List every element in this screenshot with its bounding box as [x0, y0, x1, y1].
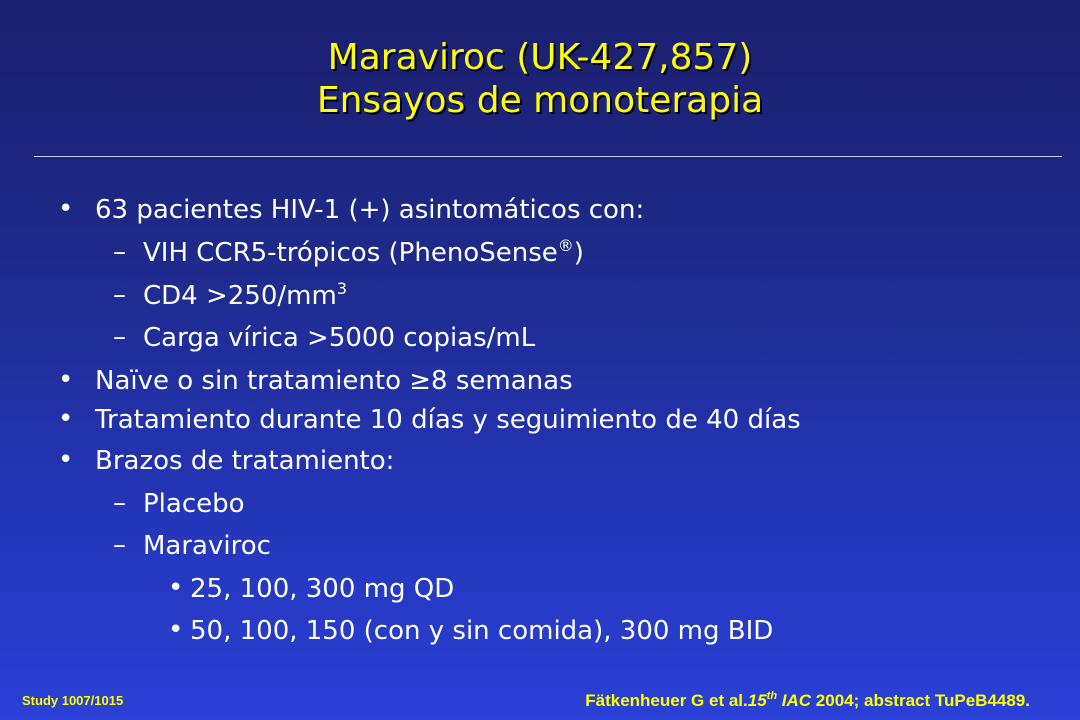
bullet-marker: • — [58, 365, 74, 395]
citation — [585, 691, 1030, 711]
citation-conference-name: IAC — [781, 691, 812, 710]
sub-item — [143, 280, 347, 312]
dash-marker: – — [113, 237, 126, 267]
title-divider — [34, 156, 1062, 157]
study-label: Study 1007/1015 — [22, 693, 124, 708]
bullet-marker: • — [168, 615, 184, 645]
sub-item-text: VIH CCR5-trópicos (PhenoSense — [143, 238, 558, 268]
registered-mark: ® — [557, 236, 574, 255]
bullet-marker: • — [58, 404, 74, 434]
citation-ordinal: th — [766, 690, 778, 702]
dash-marker: – — [113, 530, 126, 560]
dash-marker: – — [113, 488, 126, 518]
sub-item: Placebo — [143, 489, 245, 519]
sub-item: Carga vírica >5000 copias/mL — [143, 323, 536, 353]
citation-conference-number: 15 — [747, 691, 767, 710]
title-line-1: Maraviroc (UK-427,857) — [327, 37, 753, 78]
slide-title — [0, 36, 1080, 122]
sub-item: Maraviroc — [143, 531, 271, 561]
bullet-marker: • — [168, 573, 184, 603]
bullet-item: Tratamiento durante 10 días y seguimiento de 40 días — [95, 405, 801, 435]
tertiary-item: 25, 100, 300 mg QD — [190, 574, 455, 604]
bullet-item: Brazos de tratamiento: — [95, 446, 395, 476]
sub-item — [143, 237, 584, 269]
title-line-2: Ensayos de monoterapia — [316, 80, 764, 121]
bullet-item: 63 pacientes HIV-1 (+) asintomáticos con: — [95, 195, 645, 225]
bullet-item: Naïve o sin tratamiento ≥8 semanas — [95, 366, 573, 396]
superscript: 3 — [336, 279, 347, 298]
sub-item-text: CD4 >250/mm — [143, 281, 337, 311]
dash-marker: – — [113, 280, 126, 310]
sub-item-text-end: ) — [573, 238, 584, 268]
citation-author: Fätkenheuer G et al. — [585, 691, 748, 710]
bullet-marker: • — [58, 194, 74, 224]
dash-marker: – — [113, 322, 126, 352]
tertiary-item: 50, 100, 150 (con y sin comida), 300 mg BID — [190, 616, 774, 646]
bullet-marker: • — [58, 445, 74, 475]
citation-rest: 2004; abstract TuPeB4489. — [811, 691, 1030, 710]
